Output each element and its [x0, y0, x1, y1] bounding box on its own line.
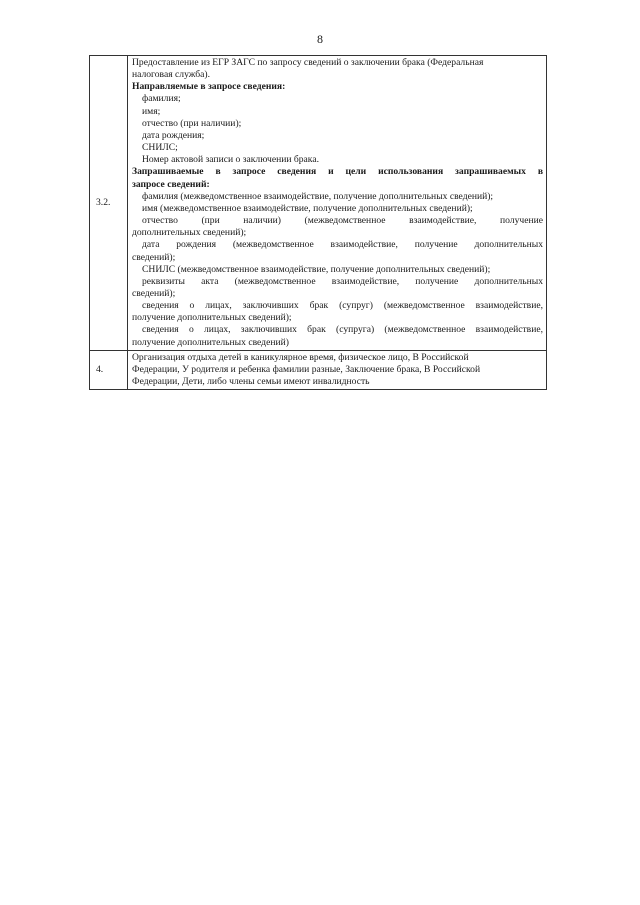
requested-fields-heading: Запрашиваемые в запросе сведения и цели использования запрашиваемых в	[132, 166, 543, 178]
sent-field-item: СНИЛС;	[142, 142, 178, 154]
row-number: 3.2.	[90, 56, 128, 351]
table-row	[90, 350, 547, 389]
service-title-line: налоговая служба).	[132, 69, 210, 81]
page-number: 8	[317, 32, 323, 46]
service-description-line: Организация отдыха детей в каникулярное время, физическое лицо, В Российской	[132, 351, 469, 363]
requested-field-item: имя (межведомственное взаимодействие, получение дополнительных сведений);	[142, 202, 473, 214]
sent-field-item: Номер актовой записи о заключении брака.	[142, 154, 319, 166]
requested-field-item: отчество (при наличии) (межведомственное взаимодействие, получение	[142, 215, 543, 227]
requested-field-item-cont: дополнительных сведений);	[132, 227, 247, 239]
requested-field-item: реквизиты акта (межведомственное взаимодействие, получение дополнительных	[142, 275, 543, 287]
service-description-line: Федерации, У родителя и ребенка фамилии разные, Заключение брака, В Российской	[132, 363, 481, 375]
row-number: 4.	[90, 350, 128, 389]
sent-field-item: фамилия;	[142, 93, 181, 105]
sent-fields-heading: Направляемые в запросе сведения:	[132, 81, 286, 93]
requested-field-item: фамилия (межведомственное взаимодействие, получение дополнительных сведений);	[142, 190, 494, 202]
requested-field-item-cont: получение дополнительных сведений)	[132, 336, 289, 348]
sent-field-item: отчество (при наличии);	[142, 117, 242, 129]
requested-fields-heading: запросе сведений:	[132, 178, 210, 190]
requested-field-item-cont: сведений);	[132, 251, 176, 263]
requested-field-item: сведения о лицах, заключивших брак (супруга) (межведомственное взаимодействие,	[142, 324, 543, 336]
sent-field-item: дата рождения;	[142, 129, 205, 141]
requested-field-item-cont: получение дополнительных сведений);	[132, 312, 292, 324]
row-content	[128, 350, 547, 389]
requested-field-item: СНИЛС (межведомственное взаимодействие, получение дополнительных сведений);	[142, 263, 491, 275]
table-row	[90, 56, 547, 351]
requested-field-item: сведения о лицах, заключивших брак (супруг) (межведомственное взаимодействие,	[142, 300, 543, 312]
service-description-line: Федерации, Дети, либо члены семьи имеют инвалидность	[132, 376, 370, 388]
service-title-line: Предоставление из ЕГР ЗАГС по запросу сведений о заключении брака (Федеральная	[132, 57, 484, 68]
requested-field-item-cont: сведений);	[132, 287, 176, 299]
sent-field-item: имя;	[142, 105, 161, 117]
requested-field-item: дата рождения (межведомственное взаимодействие, получение дополнительных	[142, 239, 543, 251]
services-table	[89, 55, 547, 390]
row-content	[128, 56, 547, 351]
